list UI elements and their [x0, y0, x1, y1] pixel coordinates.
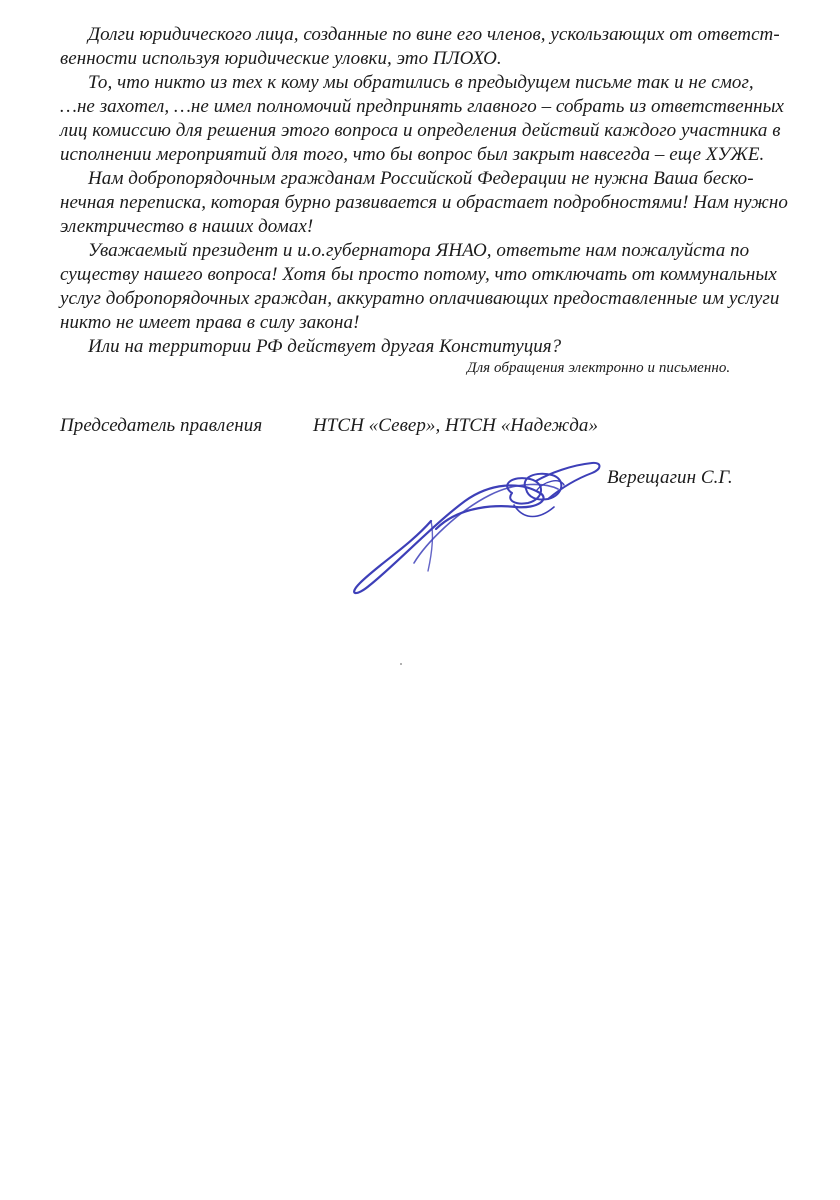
paragraph-1-line-2: венности используя юридические уловки, это ПЛОХО.: [60, 48, 502, 69]
paragraph-4-line-2: существу нашего вопроса! Хотя бы просто потому, что отключать от коммунальных: [60, 264, 777, 285]
paragraph-2-line-4: исполнении мероприятий для того, что бы вопрос был закрыт навсегда – еще ХУЖЕ.: [60, 144, 765, 165]
organizations: НТСН «Север», НТСН «Надежда»: [313, 415, 598, 436]
position-title: Председатель правления: [60, 415, 263, 436]
paragraph-1-line-1: Долги юридического лица, созданные по вине его членов, ускользающих от ответст-: [88, 24, 780, 45]
paragraph-3-line-3: электричество в наших домах!: [60, 216, 314, 237]
paragraph-2-line-2: …не захотел, …не имел полномочий предпринять главного – собрать из ответственных: [60, 96, 785, 117]
signer-name: Верещагин С.Г.: [607, 467, 733, 488]
paragraph-3-line-1: Нам добропорядочным гражданам Российской Федерации не нужна Ваша беско-: [88, 168, 754, 189]
delivery-note: Для обращения электронно и письменно.: [467, 360, 731, 376]
paragraph-4-line-4: никто не имеет права в силу закона!: [60, 312, 360, 333]
paragraph-4-line-1: Уважаемый президент и и.о.губернатора ЯНАО, ответьте нам пожалуйста по: [88, 240, 750, 261]
paragraph-4-line-3: услуг добропорядочных граждан, аккуратно оплачивающих предоставленные им услуги: [60, 288, 780, 309]
scan-speck: [400, 663, 402, 665]
paragraph-3-line-2: нечная переписка, которая бурно развивается и обрастает подробностями! Нам нужно: [60, 192, 788, 213]
paragraph-2-line-3: лиц комиссию для решения этого вопроса и определения действий каждого участника в: [60, 120, 781, 141]
paragraph-5-line-1: Или на территории РФ действует другая Конституция?: [88, 336, 562, 357]
paragraph-2-line-1: То, что никто из тех к кому мы обратились в предыдущем письме так и не смог,: [88, 72, 754, 93]
handwritten-signature: [340, 445, 610, 605]
